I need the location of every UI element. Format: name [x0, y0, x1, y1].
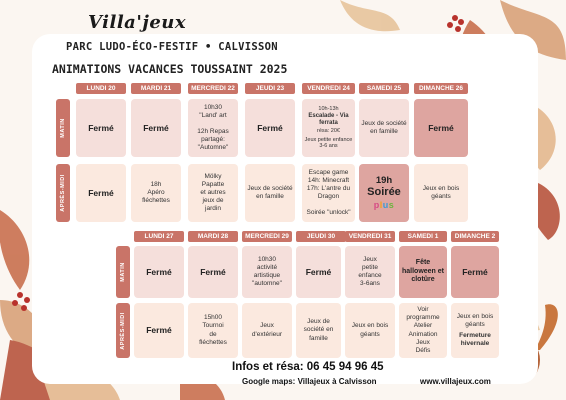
activity-cell: Fermé: [245, 99, 295, 157]
activity-cell: Fermé: [76, 99, 126, 157]
activity-cell: Fermé: [451, 246, 499, 298]
activity-cell: Fermé: [131, 99, 181, 157]
activity-cell: Fermé: [414, 99, 468, 157]
page-title: ANIMATIONS VACANCES TOUSSAINT 2025: [52, 62, 288, 76]
day-header: JEUDI 23: [245, 83, 295, 94]
activity-cell: Fermé: [296, 246, 341, 298]
day-header: SAMEDI 25: [359, 83, 409, 94]
website-link[interactable]: www.villajeux.com: [420, 377, 491, 386]
day-header: LUNDI 27: [134, 231, 184, 242]
activity-cell: [451, 303, 499, 358]
day-header: MARDI 28: [188, 231, 238, 242]
day-header: LUNDI 20: [76, 83, 126, 94]
activity-cell: Jeux de société en famille: [245, 164, 295, 222]
activity-cell: Fermé: [188, 246, 238, 298]
row-label-afternoon: APRÈS-MIDI: [116, 303, 130, 358]
activity-cell: Fête halloween et clotûre: [399, 246, 447, 298]
maps-info: Google maps: Villajeux à Calvisson: [242, 377, 377, 386]
activity-cell: Voir programme Atelier Animation Jeux Défis: [399, 303, 447, 358]
activity-cell: Fermé: [76, 164, 126, 222]
activity-cell: 18h Apéro fléchettes: [131, 164, 181, 222]
brand-logo: Villa'jeux: [88, 12, 187, 33]
soiree-time: 19h: [375, 174, 393, 186]
day-header: MERCREDI 22: [188, 83, 238, 94]
activity-note: Jeux petite enfance 3-6 ans: [304, 136, 353, 150]
activity-text: Jeux en bois géants: [456, 312, 494, 328]
day-header: MERCREDI 29: [242, 231, 292, 242]
activity-cell: 15h00 Tournoi de fléchettes: [188, 303, 238, 358]
day-header: DIMANCHE 26: [414, 83, 468, 94]
activity-cell: [302, 99, 355, 157]
activity-cell: Jeux en bois géants: [345, 303, 395, 358]
activity-cell: 10h30 activité artistique "automne": [242, 246, 292, 298]
day-header: MARDI 21: [131, 83, 181, 94]
row-label-morning: MATIN: [116, 246, 130, 298]
activity-cell: Jeux petite enfance 3-6ans: [345, 246, 395, 298]
row-label-afternoon: APRÈS-MIDI: [56, 164, 70, 222]
activity-cell: Jeux de société en famille: [296, 303, 341, 358]
day-header: JEUDI 30: [296, 231, 346, 242]
page-subtitle: PARC LUDO-ÉCO-FESTIF • CALVISSON: [66, 41, 278, 53]
closing-notice: Fermeture hivernale: [459, 332, 491, 348]
day-header: DIMANCHE 2: [451, 231, 499, 242]
activity-cell: Jeux de société en famille: [359, 99, 409, 157]
soiree-label: Soirée: [367, 186, 401, 199]
activity-cell: Jeux d'extérieur: [242, 303, 292, 358]
activity-time: 10h-13h: [318, 105, 339, 112]
activity-title: Escalade - Via ferrata: [308, 112, 349, 127]
activity-cell: Fermé: [134, 246, 184, 298]
activity-price: résa: 20€: [317, 127, 340, 134]
soiree-plus-cell: [359, 164, 409, 222]
row-label-morning: MATIN: [56, 99, 70, 157]
activity-cell: Mölky Papatte et autres jeux de jardin: [188, 164, 238, 222]
activity-cell: Fermé: [134, 303, 184, 358]
soiree-plus-logo: plus: [373, 200, 395, 211]
day-header: VENDREDI 24: [302, 83, 355, 94]
activity-cell: 10h30 "Land' art 12h Repas partagé: "Automne": [188, 99, 238, 157]
activity-cell: Escape game 14h: Minecraft 17h: L'antre du Dragon Soirée "unlock": [302, 164, 355, 222]
day-header: SAMEDI 1: [399, 231, 447, 242]
activity-cell: Jeux en bois géants: [414, 164, 468, 222]
day-header: VENDREDI 31: [345, 231, 395, 242]
contact-info: Infos et résa: 06 45 94 96 45: [232, 361, 384, 373]
